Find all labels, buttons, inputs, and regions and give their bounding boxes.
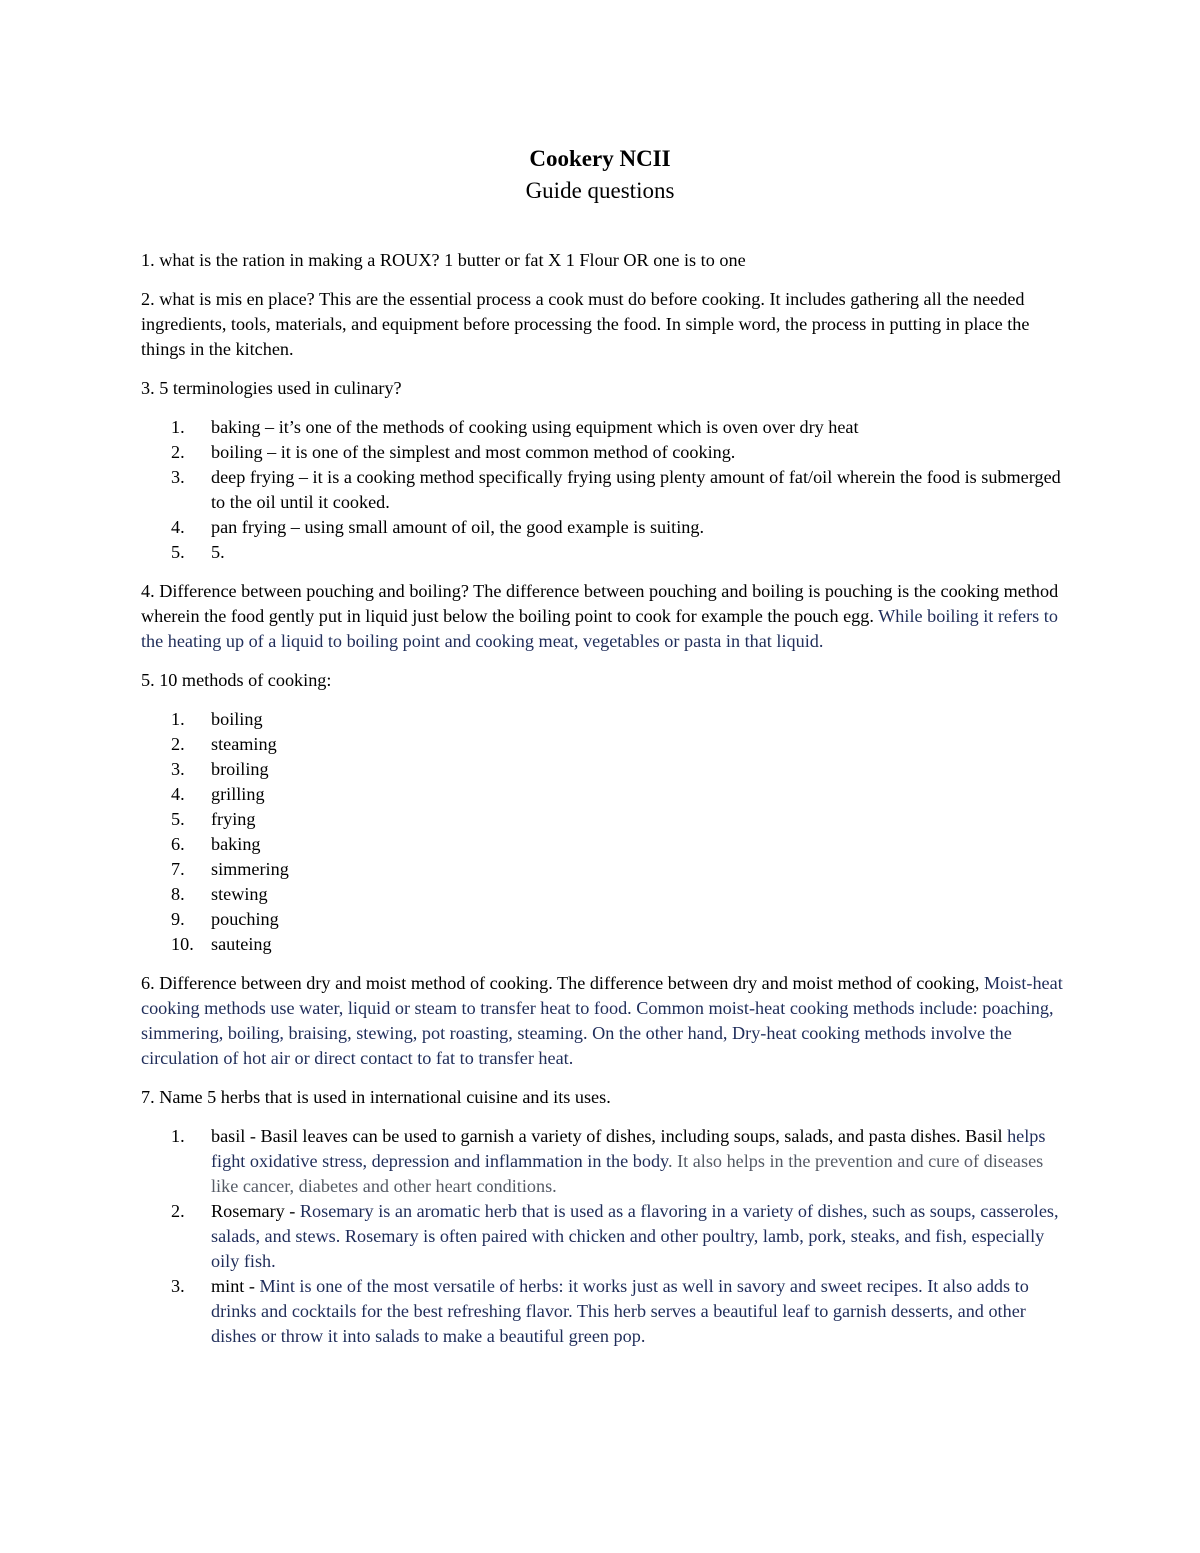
question-5: 5. 10 methods of cooking: <box>141 670 332 690</box>
list-item: 8. stewing <box>171 884 268 904</box>
list-item: 2. boiling – it is one of the simplest and most common method of cooking. <box>171 442 736 462</box>
list-item: 5. frying <box>171 809 256 829</box>
terminology-list <box>141 415 1066 565</box>
list-item: 7. simmering <box>171 859 289 879</box>
methods-list <box>141 707 1066 957</box>
question-7: 7. Name 5 herbs that is used in international cuisine and its uses. <box>141 1087 611 1107</box>
list-item: 4. grilling <box>171 784 265 804</box>
document-subtitle: Guide questions <box>525 178 675 203</box>
list-item: 3. broiling <box>171 759 269 779</box>
list-item: 10. sauteing <box>171 934 272 954</box>
list-item: 4. pan frying – using small amount of oil, the good example is suiting. <box>171 517 705 537</box>
list-item: 5. 5. <box>171 542 225 562</box>
question-4: 4. Difference between pouching and boiling? The difference between pouching and boiling is pouching is the cooking method wherein the food gently put in liquid just below the boiling point to cook for example the pouch egg. While boiling it refers to the heating up of a liquid to boiling point and cooking meat, vegetables or pasta in that liquid. <box>141 581 1059 651</box>
question-2: 2. what is mis en place? This are the essential process a cook must do before cooking. It includes gathering all the needed ingredients, tools, materials, and equipment before processing the food. In simple word, the process in putting in place the things in the kitchen. <box>141 289 1030 359</box>
question-1: 1. what is the ration in making a ROUX? 1 butter or fat X 1 Flour OR one is to one <box>141 250 746 270</box>
question-6: 6. Difference between dry and moist method of cooking. The difference between dry and moist method of cooking, Moist-heat cooking methods use water, liquid or steam to transfer heat to food. Common moist-heat cooking methods include: poaching, simmering, boiling, braising, stewing, pot roasting, steaming. On the other hand, Dry-heat cooking methods involve the circulation of hot air or direct contact to fat to transfer heat. <box>141 973 1063 1068</box>
document-body <box>141 248 1066 1363</box>
list-item: 3. deep frying – it is a cooking method specifically frying using plenty amount of fat/oil wherein the food is submerged to the oil until it cooked. <box>171 467 1061 512</box>
list-item: 1. boiling <box>171 709 263 729</box>
herbs-list <box>141 1124 1066 1349</box>
list-item: 2. Rosemary - Rosemary is an aromatic herb that is used as a flavoring in a variety of dishes, such as soups, casseroles, salads, and stews. Rosemary is often paired with chicken and other poultry, lamb, pork, steaks, and fish, especially oily fish. <box>171 1201 1059 1271</box>
list-item: 1. basil - Basil leaves can be used to garnish a variety of dishes, including soups, salads, and pasta dishes. Basil helps fight oxidative stress, depression and inflammation in the body. It also helps in the prevention and cure of diseases like cancer, diabetes and other heart conditions. <box>171 1126 1046 1196</box>
list-item: 2. steaming <box>171 734 277 754</box>
list-item: 9. pouching <box>171 909 279 929</box>
document-title: Cookery NCII <box>529 146 671 171</box>
list-item: 6. baking <box>171 834 261 854</box>
list-item: 3. mint - Mint is one of the most versatile of herbs: it works just as well in savory and sweet recipes. It also adds to drinks and cocktails for the best refreshing flavor. This herb serves a beautiful leaf to garnish desserts, and other dishes or throw it into salads to make a beautiful green pop. <box>171 1276 1029 1346</box>
question-3: 3. 5 terminologies used in culinary? <box>141 378 402 398</box>
list-item: 1. baking – it’s one of the methods of cooking using equipment which is oven over dry heat <box>171 417 859 437</box>
